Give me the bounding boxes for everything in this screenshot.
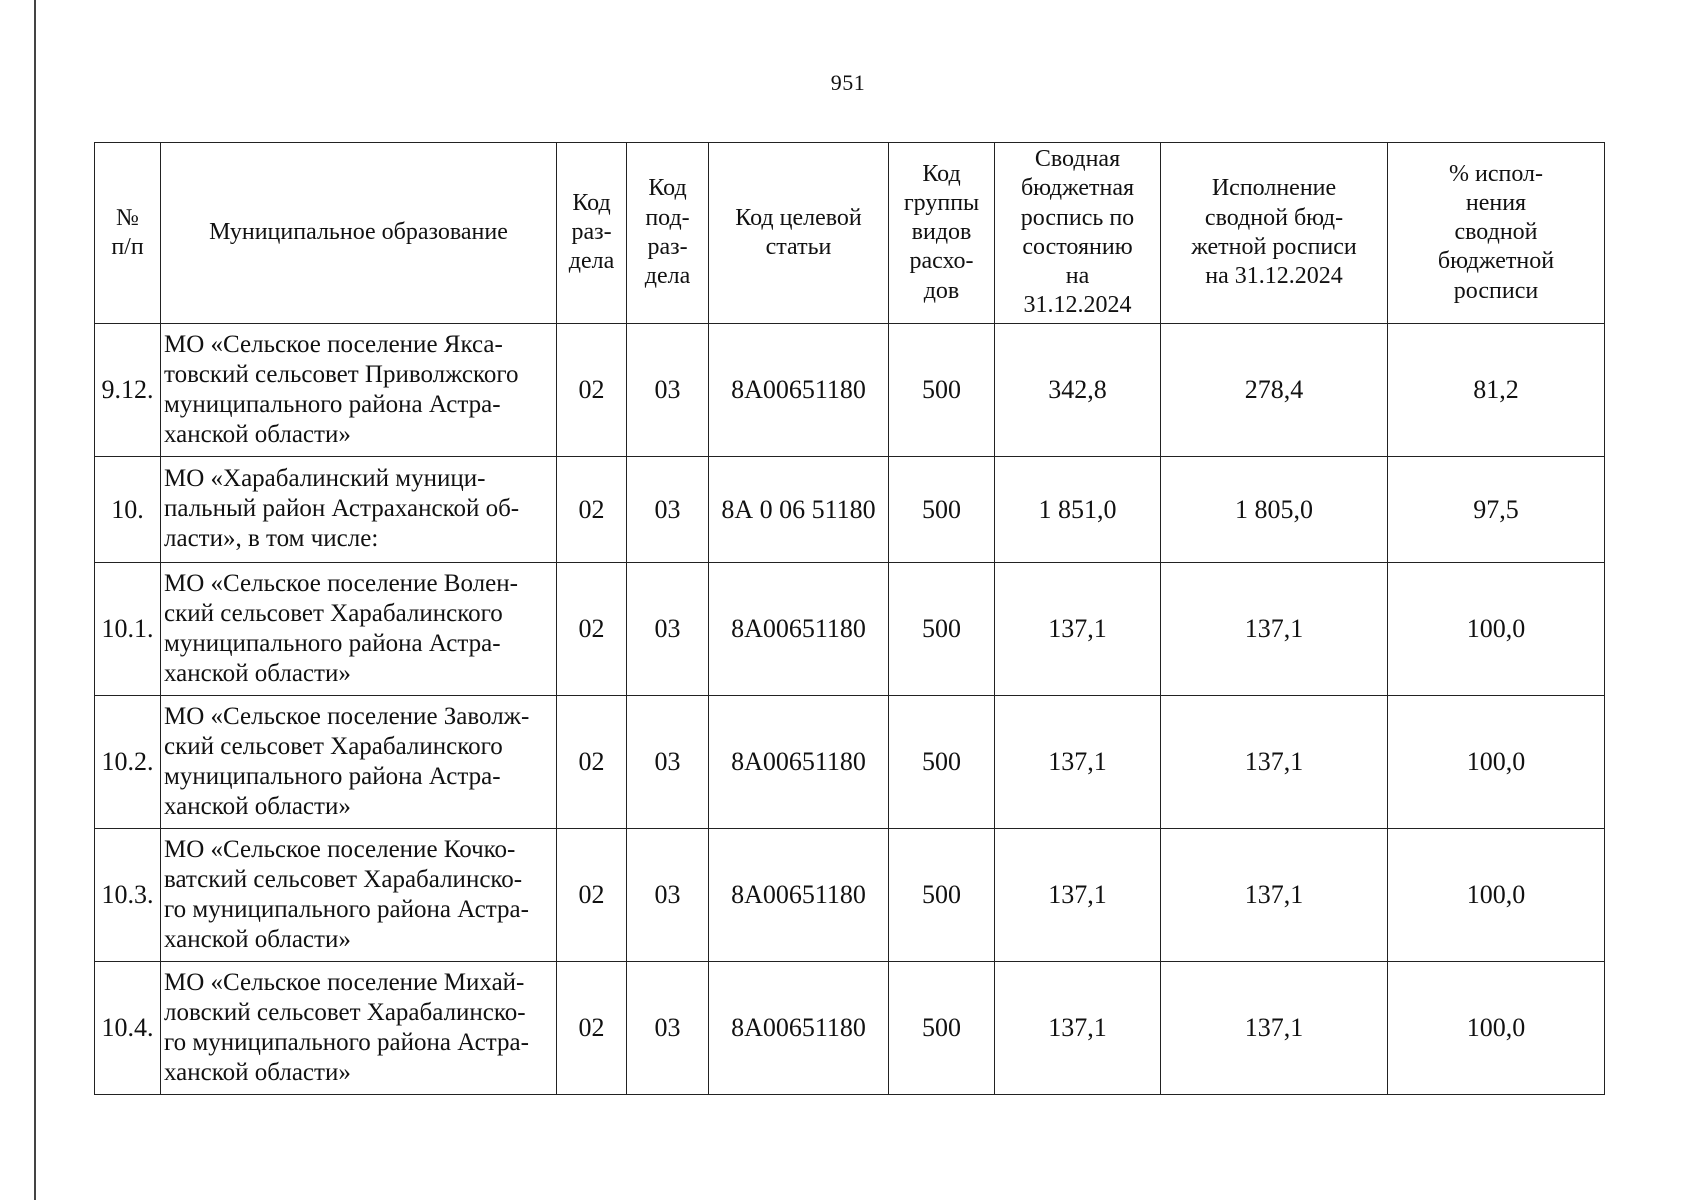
cell-municipality: МО «Сельское поселение Михай- ловский сельсовет Харабалинско- го муниципального района Астра- ханской области»	[161, 961, 557, 1094]
table-row	[95, 828, 1605, 961]
cell-municipality: МО «Харабалинский муници- пальный район Астраханской об- ласти», в том числе:	[161, 456, 557, 562]
cell-kod-gruppy: 500	[889, 323, 995, 456]
header-kod-gruppy: Код группы видов расхо- дов	[889, 143, 995, 324]
cell-num: 10.1.	[95, 562, 161, 695]
header-municipality: Муниципальное образование	[161, 143, 557, 324]
cell-procent: 100,0	[1388, 961, 1605, 1094]
table-row	[95, 562, 1605, 695]
cell-kod-celevoy: 8А00651180	[709, 323, 889, 456]
table-row	[95, 961, 1605, 1094]
header-razdel: Код раз- дела	[557, 143, 627, 324]
header-num: № п/п	[95, 143, 161, 324]
cell-razdel: 02	[557, 695, 627, 828]
cell-kod-gruppy: 500	[889, 695, 995, 828]
cell-kod-celevoy: 8А00651180	[709, 961, 889, 1094]
cell-razdel: 02	[557, 323, 627, 456]
cell-procent: 100,0	[1388, 828, 1605, 961]
cell-kod-gruppy: 500	[889, 456, 995, 562]
header-procent: % испол- нения сводной бюджетной росписи	[1388, 143, 1605, 324]
cell-ispolnenie: 137,1	[1161, 695, 1388, 828]
table-header-row	[95, 143, 1605, 324]
cell-podrazdel: 03	[627, 695, 709, 828]
cell-kod-celevoy: 8А00651180	[709, 562, 889, 695]
table-row	[95, 695, 1605, 828]
budget-table	[94, 142, 1605, 1095]
page-number: 951	[830, 70, 866, 95]
cell-svodnaya: 137,1	[995, 828, 1161, 961]
cell-municipality: МО «Сельское поселение Заволж- ский сельсовет Харабалинского муниципального района Астра- ханской области»	[161, 695, 557, 828]
cell-razdel: 02	[557, 828, 627, 961]
cell-razdel: 02	[557, 961, 627, 1094]
cell-municipality: МО «Сельское поселение Якса- товский сельсовет Приволжского муниципального района Астра- ханской области»	[161, 323, 557, 456]
cell-razdel: 02	[557, 456, 627, 562]
table-row	[95, 456, 1605, 562]
cell-municipality: МО «Сельское поселение Кочко- ватский сельсовет Харабалинско- го муниципального района Астра- ханской области»	[161, 828, 557, 961]
cell-ispolnenie: 278,4	[1161, 323, 1388, 456]
cell-kod-gruppy: 500	[889, 961, 995, 1094]
header-svodnaya: Сводная бюджетная роспись по состоянию на 31.12.2024	[995, 143, 1161, 324]
header-ispolnenie: Исполнение сводной бюд- жетной росписи на 31.12.2024	[1161, 143, 1388, 324]
cell-ispolnenie: 137,1	[1161, 828, 1388, 961]
table-row	[95, 323, 1605, 456]
cell-ispolnenie: 1 805,0	[1161, 456, 1388, 562]
header-podrazdel: Код под- раз- дела	[627, 143, 709, 324]
cell-podrazdel: 03	[627, 323, 709, 456]
cell-podrazdel: 03	[627, 562, 709, 695]
cell-svodnaya: 137,1	[995, 695, 1161, 828]
cell-svodnaya: 1 851,0	[995, 456, 1161, 562]
cell-num: 10.4.	[95, 961, 161, 1094]
cell-kod-celevoy: 8А00651180	[709, 695, 889, 828]
cell-procent: 81,2	[1388, 323, 1605, 456]
cell-procent: 97,5	[1388, 456, 1605, 562]
cell-svodnaya: 137,1	[995, 562, 1161, 695]
cell-ispolnenie: 137,1	[1161, 562, 1388, 695]
cell-num: 10.2.	[95, 695, 161, 828]
cell-num: 10.	[95, 456, 161, 562]
cell-podrazdel: 03	[627, 456, 709, 562]
cell-kod-celevoy: 8А00651180	[709, 828, 889, 961]
cell-procent: 100,0	[1388, 695, 1605, 828]
cell-procent: 100,0	[1388, 562, 1605, 695]
cell-num: 10.3.	[95, 828, 161, 961]
cell-num: 9.12.	[95, 323, 161, 456]
margin-rule	[34, 0, 36, 1200]
cell-svodnaya: 137,1	[995, 961, 1161, 1094]
cell-svodnaya: 342,8	[995, 323, 1161, 456]
header-kod-celevoy: Код целевой статьи	[709, 143, 889, 324]
cell-podrazdel: 03	[627, 961, 709, 1094]
cell-kod-gruppy: 500	[889, 562, 995, 695]
cell-municipality: МО «Сельское поселение Волен- ский сельсовет Харабалинского муниципального района Астра- ханской области»	[161, 562, 557, 695]
cell-kod-celevoy: 8А 0 06 51180	[709, 456, 889, 562]
cell-ispolnenie: 137,1	[1161, 961, 1388, 1094]
cell-kod-gruppy: 500	[889, 828, 995, 961]
cell-razdel: 02	[557, 562, 627, 695]
cell-podrazdel: 03	[627, 828, 709, 961]
